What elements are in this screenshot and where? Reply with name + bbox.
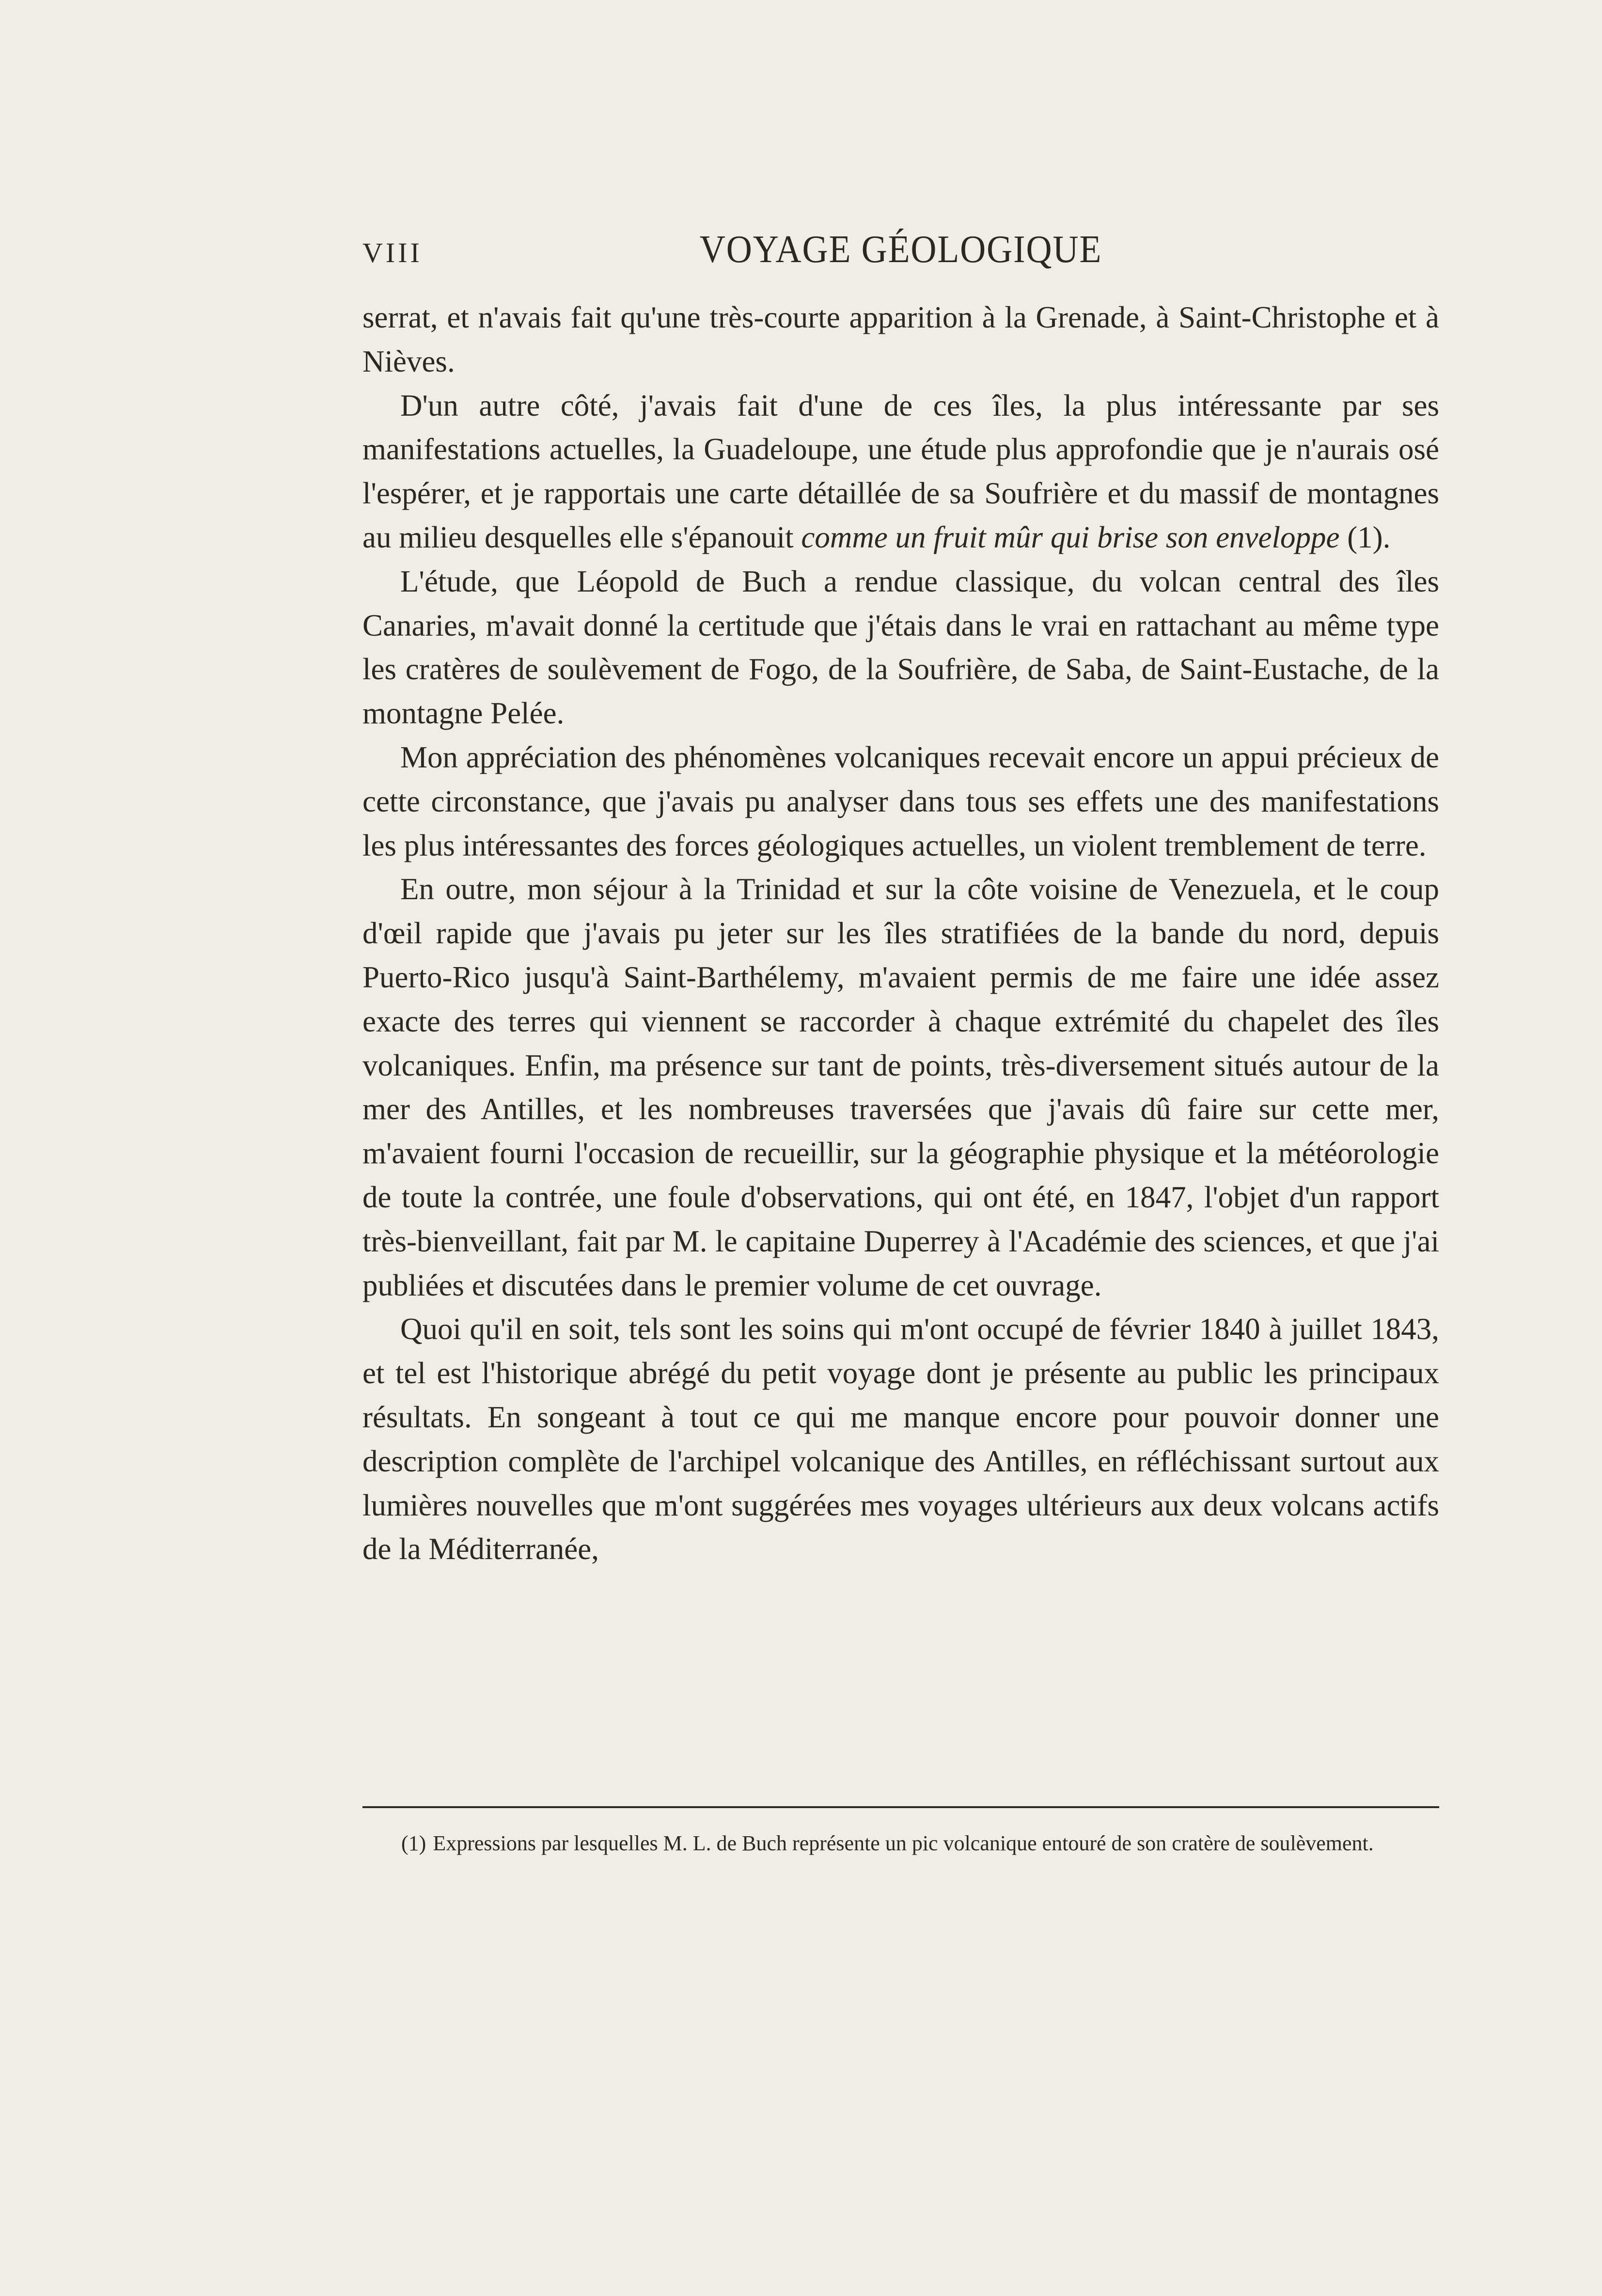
paragraph: L'étude, que Léopold de Buch a rendue classique, du volcan central des îles Canaries, m'avait donné la certitude que j'étais dans le vrai en rattachant au même type les cratères de soulèvement de Fogo, de la Soufrière, de Saba, de Saint-Eustache, de la montagne Pelée. [362,564,1439,731]
body-text [362,296,1439,1571]
paragraph-text: D'un autre côté, j'avais fait d'une de ces îles, la plus intéressante par ses manifestations actuelles, la Guadeloupe, une étude plus approfondie que je n'aurais osé l'espérer, et je rapportais une carte détaillée de sa Soufrière et du massif de montagnes au milieu desquelles elle s'épanouit [362,388,1439,554]
paragraph [362,384,1439,560]
running-title: VOYAGE GÉOLOGIQUE [699,228,1102,271]
italic-quote: comme un fruit mûr qui brise son enveloppe [801,520,1340,554]
page-header [362,228,1439,281]
footnote-marker: (1) [401,1831,426,1855]
paragraph: Quoi qu'il en soit, tels sont les soins qui m'ont occupé de février 1840 à juillet 1843, et tel est l'historique abrégé du petit voyage dont je présente au public les principaux résultats. En songeant à tout ce qui me manque encore pour pouvoir donner une description complète de l'archipel volcanique des Antilles, en réfléchissant surtout aux lumières nouvelles que m'ont suggérées mes voyages ultérieurs aux deux volcans actifs de la Méditerranée, [362,1312,1439,1566]
footnote-text: Expressions par lesquelles M. L. de Buch représente un pic volcanique entouré de son cratère de soulèvement. [433,1831,1374,1855]
footnote [362,1830,1439,1857]
paragraph: En outre, mon séjour à la Trinidad et sur la côte voisine de Venezuela, et le coup d'œil rapide que j'avais pu jeter sur les îles stratifiées de la bande du nord, depuis Puerto-Rico jusqu'à Saint-Barthélemy, m'avaient permis de me faire une idée assez exacte des terres qui viennent se raccorder à chaque extrémité du chapelet des îles volcaniques. Enfin, ma présence sur tant de points, très-diversement situés autour de la mer des Antilles, et les nombreuses traversées que j'avais dû faire sur cette mer, m'avaient fourni l'occasion de recueillir, sur la géographie physique et la météorologie de toute la contrée, une foule d'observations, qui ont été, en 1847, l'objet d'un rapport très-bienveillant, fait par M. le capitaine Duperrey à l'Académie des sciences, et que j'ai publiées et discutées dans le premier volume de cet ouvrage. [362,872,1439,1302]
page-number: VIII [362,237,423,268]
paragraph: Mon appréciation des phénomènes volcaniques recevait encore un appui précieux de cette circonstance, que j'avais pu analyser dans tous ses effets une des manifestations les plus intéressantes des forces géologiques actuelles, un violent tremblement de terre. [362,740,1439,862]
paragraph: serrat, et n'avais fait qu'une très-courte apparition à la Grenade, à Saint-Christophe et à Nièves. [362,300,1439,378]
footnote-reference: (1). [1339,520,1391,554]
footnote-divider [362,1806,1439,1808]
